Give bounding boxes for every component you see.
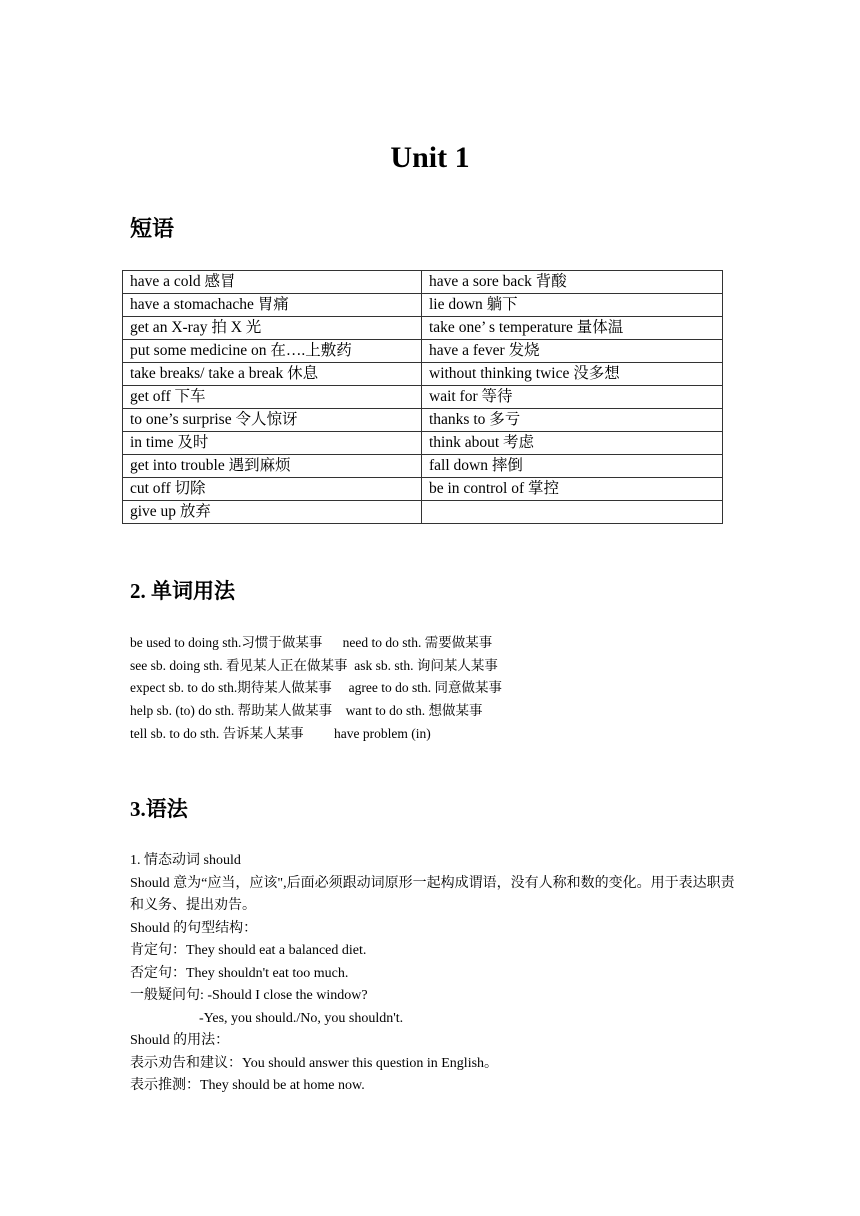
- inference-example: 表示推测：They should be at home now.: [130, 1078, 365, 1093]
- table-row: [123, 455, 723, 478]
- phrases-table: [122, 270, 723, 524]
- usage-list: [130, 632, 750, 746]
- table-row: [123, 340, 723, 363]
- table-cell: wait for 等待: [422, 386, 723, 409]
- grammar-item-title: 1. 情态动词 should: [130, 853, 241, 868]
- grammar-section: [130, 850, 740, 1098]
- table-cell: take one’ s temperature 量体温: [422, 317, 723, 340]
- table-row: [123, 501, 723, 524]
- table-cell: lie down 躺下: [422, 294, 723, 317]
- grammar-heading: 3.语法: [130, 797, 188, 821]
- usage-title: Should 的用法：: [130, 1033, 230, 1048]
- table-cell: have a stomachache 胃痛: [123, 294, 422, 317]
- table-row: [123, 409, 723, 432]
- table-row: [123, 317, 723, 340]
- table-cell: get into trouble 遇到麻烦: [123, 455, 422, 478]
- table-cell: be in control of 掌控: [422, 478, 723, 501]
- table-cell: fall down 摔倒: [422, 455, 723, 478]
- table-row: [123, 363, 723, 386]
- table-cell: without thinking twice 没多想: [422, 363, 723, 386]
- table-cell: give up 放弃: [123, 501, 422, 524]
- usage-line: be used to doing sth.习惯于做某事 need to do sth. 需要做某事: [130, 635, 493, 650]
- table-cell: cut off 切除: [123, 478, 422, 501]
- table-cell: [422, 501, 723, 524]
- grammar-definition: Should 意为“应当，应该",后面必须跟动词原形一起构成谓语，没有人称和数的变化。用于表达职责和义务、提出劝告。: [130, 875, 735, 913]
- usage-line: help sb. (to) do sth. 帮助某人做某事 want to do sth. 想做某事: [130, 703, 483, 719]
- page-title: Unit 1: [390, 141, 470, 174]
- table-cell: take breaks/ take a break 休息: [123, 363, 422, 386]
- answer-example: -Yes, you should./No, you shouldn't.: [199, 1010, 404, 1026]
- table-row: [123, 294, 723, 317]
- table-row: [123, 271, 723, 294]
- usage-line: see sb. doing sth. 看见某人正在做某事 ask sb. sth. 询问某人某事: [130, 657, 498, 673]
- negative-example: 否定句：They shouldn't eat too much.: [130, 965, 349, 981]
- usage-line: expect sb. to do sth.期待某人做某事 agree to do sth. 同意做某事: [130, 680, 502, 696]
- table-cell: have a cold 感冒: [123, 271, 422, 294]
- table-cell: have a sore back 背酸: [422, 271, 723, 294]
- table-cell: in time 及时: [123, 432, 422, 455]
- table-cell: to one’s surprise 令人惊讶: [123, 409, 422, 432]
- table-cell: thanks to 多亏: [422, 409, 723, 432]
- usage-line: tell sb. to do sth. 告诉某人某事 have problem (in): [130, 725, 431, 741]
- table-cell: think about 考虑: [422, 432, 723, 455]
- advice-example: 表示劝告和建议：You should answer this question in English。: [130, 1055, 499, 1071]
- table-row: [123, 432, 723, 455]
- table-cell: get off 下车: [123, 386, 422, 409]
- structure-title: Should 的句型结构：: [130, 920, 258, 936]
- phrases-heading: 短语: [130, 216, 175, 241]
- table-cell: have a fever 发烧: [422, 340, 723, 363]
- table-row: [123, 386, 723, 409]
- table-row: [123, 478, 723, 501]
- table-cell: put some medicine on 在….上敷药: [123, 340, 422, 363]
- question-example: 一般疑问句: -Should I close the window?: [130, 988, 368, 1003]
- usage-heading: 2. 单词用法: [130, 579, 235, 603]
- table-cell: get an X-ray 拍 X 光: [123, 317, 422, 340]
- affirmative-example: 肯定句：They should eat a balanced diet.: [130, 943, 367, 958]
